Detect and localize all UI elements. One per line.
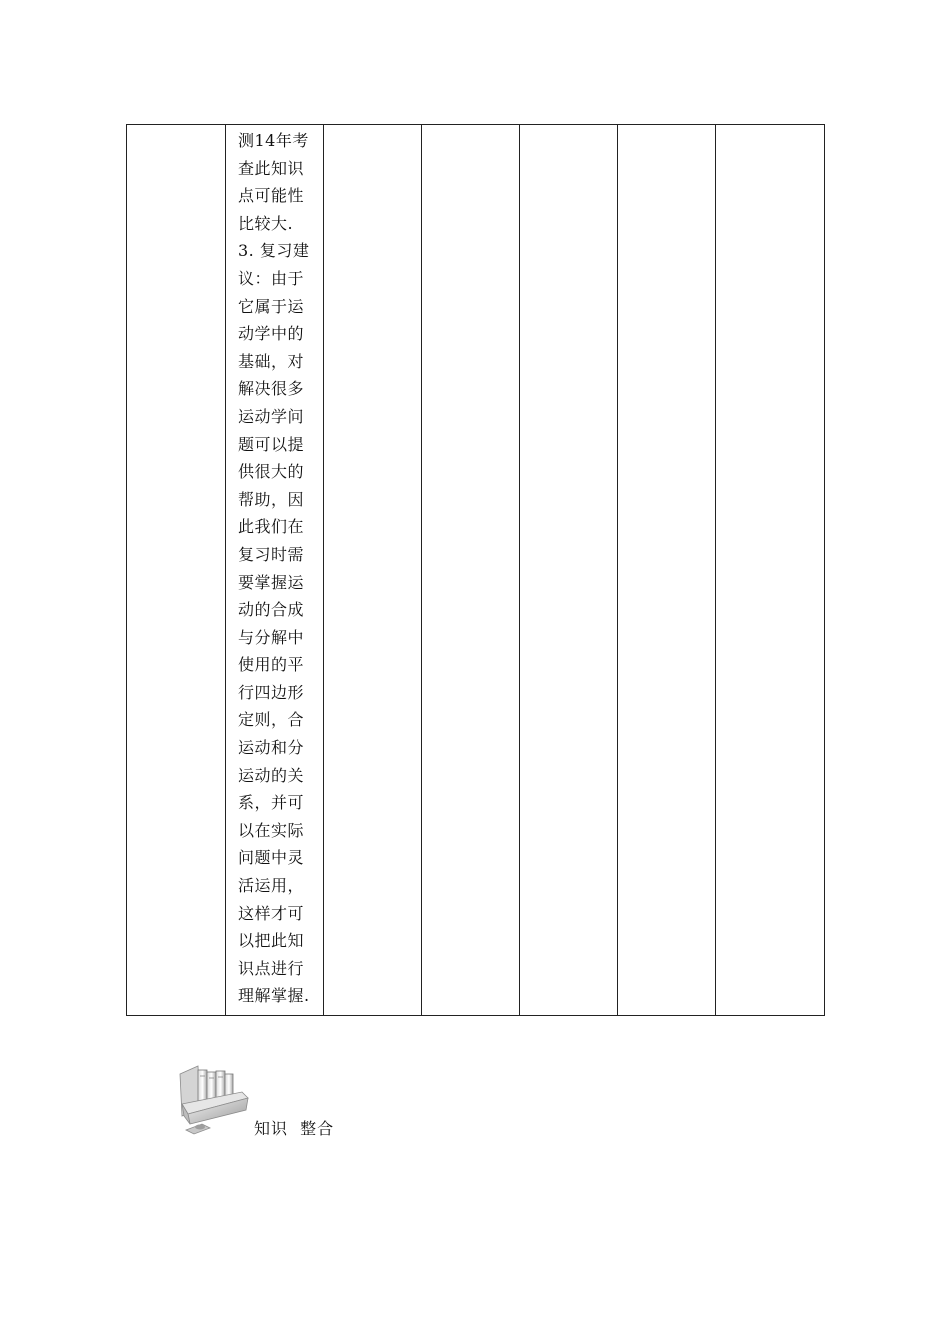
table-row bbox=[127, 125, 825, 1016]
books-in-tray-icon bbox=[176, 1064, 250, 1136]
table-cell-2 bbox=[226, 125, 324, 1016]
table-cell-6 bbox=[618, 125, 716, 1016]
table-cell-7 bbox=[716, 125, 825, 1016]
table-cell-1 bbox=[127, 125, 226, 1016]
section-heading bbox=[176, 1064, 396, 1140]
section-heading-label: 知识 整合 bbox=[254, 1119, 335, 1138]
exam-analysis-text: 测14年考 查此知识 点可能性 比较大. 3. 复习建 议：由于 它属于运 动学中的 基础，对 解决很多 运动学问 题可以提 供很大的 帮助，因 此我们在 复习时需 要掌握运 动的合成 与分解中 使用的平 行四边形 定则，合 运动和分 运动的关 系，并可 以在实际 问题中灵 活运用， 这样才可 以把此知 识点进行 理解掌握. bbox=[238, 131, 310, 1006]
table-cell-3 bbox=[324, 125, 422, 1016]
knowledge-table bbox=[126, 124, 825, 1016]
table-cell-4 bbox=[422, 125, 520, 1016]
table-cell-5 bbox=[520, 125, 618, 1016]
